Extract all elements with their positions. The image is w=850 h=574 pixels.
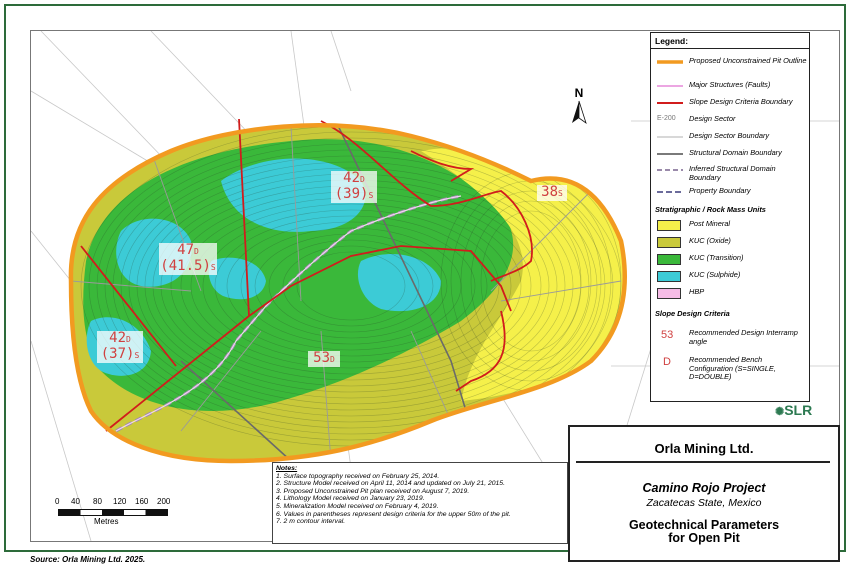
title-block [568, 425, 840, 562]
divider [576, 461, 830, 463]
swatch [657, 237, 681, 248]
scale-bar-graphic [58, 509, 168, 516]
swatch [657, 254, 681, 265]
notes-box [272, 462, 568, 544]
sector-label-north: 42D (39)S [331, 171, 377, 203]
sector-label-east: 38S [537, 185, 567, 201]
note-item: 6. Values in parentheses represent design criteria for the upper 50m of the pit. [276, 510, 511, 518]
north-label: N [574, 86, 584, 100]
sector-label-south: 53D [308, 351, 340, 367]
scale-unit: Metres [94, 517, 119, 526]
project-name: Camino Rojo Project [642, 481, 766, 495]
note-item: 5. Mineralization Model received on February 4, 2019. [276, 502, 439, 510]
note-item: 3. Proposed Unconstrained Pit plan received on August 7, 2019. [276, 487, 470, 495]
scale-ticks: 0 40 80 120 160 200 [55, 497, 171, 506]
sector-label-west: 42D (37)S [97, 331, 143, 363]
note-item: 4. Lithology Model received on January 23, 2019. [276, 495, 425, 503]
project-location: Zacatecas State, Mexico [646, 497, 762, 509]
north-arrow [572, 86, 586, 123]
notes-title: Notes: [276, 465, 298, 472]
legend-units-heading: Stratigraphic / Rock Mass Units [655, 205, 766, 214]
company-name: Orla Mining Ltd. [654, 441, 754, 456]
note-item: 1. Surface topography received on February 25, 2014. [276, 472, 440, 480]
figure-title: Geotechnical Parameters for Open Pit [628, 518, 780, 545]
legend-panel: Legend: Proposed Unconstrained Pit Outline Major Structures (Faults) Slope Design Criteria Boundary E-200 Design Sector Design Sector Boundary Structural Domain Boundary Inferred Structural Domain Boundary Property Boundary Stratigraphic / Rock Mass Units Post Mineral KUC (Oxide) KUC (Transition) KUC (Sulphide) HBP Slope Design Criteria 53 Recommended Design Interramp angle D Recommended Bench Configuration (S=SINGLE, D=DOUBLE) [650, 32, 810, 402]
source-note: Source: Orla Mining Ltd. 2025. [30, 555, 146, 564]
scale-bar [55, 497, 178, 531]
note-item: 2. Structure Model received on April 11, 2014 and updated on July 21, 2015. [276, 480, 505, 488]
legend-title: Legend: [651, 33, 809, 49]
sector-label-northwest: 47D (41.5)S [160, 242, 216, 274]
swatch [657, 220, 681, 231]
swatch [657, 271, 681, 282]
note-item: 7. 2 m contour interval. [276, 518, 346, 526]
swatch [657, 288, 681, 299]
slr-logo: ✺SLR [775, 402, 813, 418]
legend-criteria-heading: Slope Design Criteria [655, 309, 730, 318]
